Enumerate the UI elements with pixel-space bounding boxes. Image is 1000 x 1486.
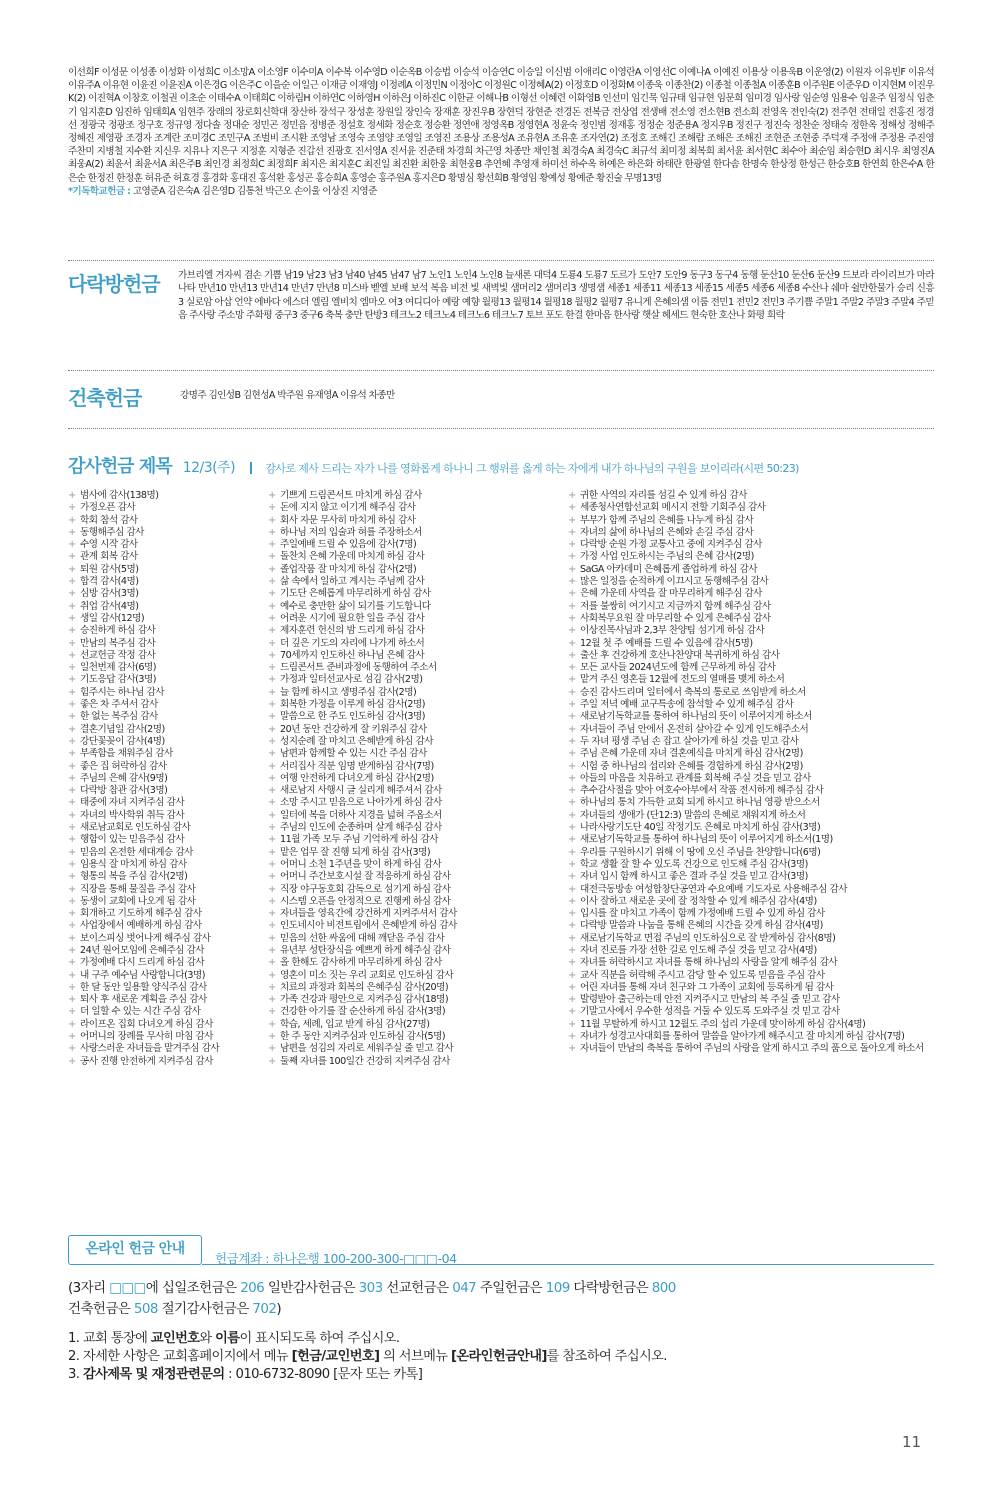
thanks-item: + 성지순례 잘 마치고 은혜받게 하심 감사 <box>268 736 568 748</box>
thanks-item: + 이사 잘하고 새로운 곳에 잘 정착할 수 있게 해주심 감사(4명) <box>568 896 938 908</box>
note-1 <box>68 1330 667 1348</box>
thanks-item: + 어머니 주간보호시설 잘 적응하게 하심 감사 <box>268 871 568 883</box>
thanks-item: + 어머니의 장례를 무사히 마침 감사 <box>68 1031 268 1043</box>
note-text: 3. <box>68 1367 83 1382</box>
thanks-item: + 어려운 시기에 필요한 일을 주심 감사 <box>268 613 568 625</box>
thanks-item: + 자녀 진로를 가장 선한 길로 인도해 주실 것을 믿고 감사(4명) <box>568 945 938 957</box>
thanks-item: + 남편과 함께할 수 있는 시간 주심 감사 <box>268 748 568 760</box>
thanks-item: + 가정과 일터선교사로 섬김 감사(2명) <box>268 674 568 686</box>
thanks-item: + 추수감사절을 맞아 여호수아부에서 작품 전시하게 해주심 감사 <box>568 785 938 797</box>
thanks-item: + 직장 야구동호회 감독으로 섬기게 하심 감사 <box>268 884 568 896</box>
thanks-item: + 12월 첫 주 예배를 드릴 수 있음에 감사(5명) <box>568 638 938 650</box>
thanks-item: + 취업 감사(4명) <box>68 601 268 613</box>
thanks-item: + 직장을 통해 물질을 주심 감사 <box>68 884 268 896</box>
code-darakbang: 800 <box>651 1280 676 1296</box>
note-text: 와 <box>199 1331 216 1346</box>
thanks-item: + 새로남기독학교를 통하여 하나님의 뜻이 이루어지게 하소서(1명) <box>568 834 938 846</box>
note-text: : 010-6732-8090 [문자 또는 카톡] <box>224 1367 423 1382</box>
thanks-item: + 어린 자녀를 통해 자녀 친구와 그 가족이 교회에 등록하게 됨 감사 <box>568 982 938 994</box>
thanks-item: + 좋은 차 주셔서 감사 <box>68 699 268 711</box>
thanks-item: + 서리집사 직분 임명 받게하심 감사(7명) <box>268 761 568 773</box>
code-building: 508 <box>133 1301 158 1317</box>
thanks-item: + 가정오픈 감사 <box>68 502 268 514</box>
divider <box>68 370 934 371</box>
codes-text: 일반감사헌금은 <box>264 1280 359 1296</box>
thanks-item: + 올 한해도 감사하게 마무리하게 하심 감사 <box>268 957 568 969</box>
thanks-item: + 24년 원어모임에 은혜주심 감사 <box>68 945 268 957</box>
thanks-item: + 주님 은혜 가운데 자녀 결혼예식을 마치게 하심 감사(2명) <box>568 748 938 760</box>
thanks-item: + 강단꽃꽂이 감사(4명) <box>68 736 268 748</box>
account-underline <box>202 1264 934 1265</box>
thanks-item: + 내 구주 예수님 사랑합니다(3명) <box>68 970 268 982</box>
thanks-item: + 주님의 은혜 감사(9명) <box>68 773 268 785</box>
thanks-item: + 기쁘게 드림콘서트 마치게 하심 감사 <box>268 490 568 502</box>
note-bold: 감사제목 및 재정관련문의 <box>82 1367 225 1382</box>
thanks-item: + 부부가 함께 주님의 은혜를 나누게 하심 감사 <box>568 515 938 527</box>
thanks-title: 감사헌금 제목 <box>68 456 172 477</box>
thanks-item: + 영혼이 미소 짓는 우리 교회로 인도하심 감사 <box>268 970 568 982</box>
thanks-item: + 결혼기념일 감사(2명) <box>68 724 268 736</box>
codes-text: 절기감사헌금은 <box>157 1301 253 1317</box>
codes-text: (3자리 <box>68 1280 110 1296</box>
thanks-item: + 가족 건강과 평안으로 지켜주심 감사(18명) <box>268 994 568 1006</box>
thanks-item: + 새로남지 사행시 글 실리게 해주셔서 감사 <box>268 785 568 797</box>
thanks-item: + 기도단 은혜롭게 마무리하게 하심 감사 <box>268 588 568 600</box>
thanks-item: + 주일예배 드릴 수 있음에 감사(7명) <box>268 539 568 551</box>
thanks-item: + 사랑스러운 자녀들을 맡겨주심 감사 <box>68 1043 268 1055</box>
thanks-item: + 만남의 복주심 감사 <box>68 638 268 650</box>
thanks-item: + 자녀를 허락하시고 자녀를 통해 하나님의 사랑을 알게 해주심 감사 <box>568 957 938 969</box>
thanks-item: + 늘 함께 하시고 생명주심 감사(2명) <box>268 687 568 699</box>
tithe-donor-names: 이선희F 이성문 이성종 이성화 이성희C 이소망A 이소영F 이수미A 이수복 이수영D 이순옥B 이승법 이승석 이승연C 이승일 이신범 이애리C 이영란A 이영선C 이예나A 이예진 이용상 이용욱B 이운영(2) 이원자 이유빈F 이유석 이유주A 이유현 이윤진 이윤진A 이은경G 이은주C 이을순 이일근 이재금 이재영J 이정례A 이정민N 이정아C 이정원C 이정혜A(2) 이정호D 이정화M 이종욱 이종찬(2) 이종철 이종철A 이종훈B 이주원E 이준우D 이지현M 이진우K(2) 이진혁A 이창호 이철권 이초순 이태수A 이태희C 이하림H 이하연C 이하영H 이하은J 이하진C 이한균 이해나B 이형선 이혜련 이화영B 인선미 임긴묵 임규태 임규현 임문희 임미경 임사랑 임순영 임용수 임윤주 임정식 임춘기 임지훈D 임진하 임태희A 임현주 장래의 장로회신학대 장산하 장석구 장성훈 장원일 장인숙 장재훈 장진우B 장현덕 장현준 전경돈 전복금 전상엽 전생배 전소영 전소현B 전소희 전영옥 전인숙(2) 전주현 전태일 전홍진 정경선 정광국 정광조 정구호 정규영 정다솔 정대순 정민곤 정민음 정병준 정설호 정세화 정순호 정승환 정연애 정영옥B 정영현A 정윤숙 정인범 정재홍 정정순 정준용A 정지우B 정진구 정진숙 정찬순 정태숙 정한옥 정해성 정해주 정혜진 제영광 조경자 조계란 조미경C 조민구A 조벌비 조시환 조영남 조영숙 조영양 조영일 조영진 조용상 조용성A 조유현A 조유훈 조자연(2) 조정호 조해긴 조해람 조해은 조해진 조현준 조현중 주덕재 주정애 주정용 주진영 주찬미 지병철 지수환 지신우 지유나 지은구 지정훈 지형준 진갑선 진광호 진서영A 진서윤 진준태 차경희 차근영 차종만 채인철 최경숙A 최경숙C 최규석 최미정 최복희 최서윤 최서현C 최수아 최순임 최승현D 최시우 최영진A 최웅A(2) 최윤서 최윤서A 최은주B 최인경 최정희C 최정희F 최지은 최지훈C 최진일 최진환 최한웅 최현웅B 추연혜 추영재 하미선 하수옥 하예은 하은화 하태란 한광열 한다솜 한명숙 한상정 한성근 한승호B 한연희 한은수A 한은순 한정진 한정훈 허유준 허효경 홍경화 홍대진 홍석환 홍성곤 홍승희A 홍영순 홍주원A 홍지은D 황명심 황선희B 황영임 황예성 황예준 황진술 무명13명 <box>68 67 934 184</box>
thanks-item: + 기말고사에서 우수한 성적을 거둘 수 있도록 도와주실 것 믿고 감사 <box>568 1006 938 1018</box>
thanks-item: + 학습, 세례, 입교 받게 하심 감사(27명) <box>268 1019 568 1031</box>
note-text: 이 표시되도록 하여 주십시오. <box>239 1331 400 1346</box>
online-offering-title: 온라인 헌금 안내 <box>68 1235 202 1265</box>
thanks-item: + 소망 주시고 믿음으로 나아가게 하심 감사 <box>268 797 568 809</box>
thanks-item: + 공사 진행 안전하게 지켜주심 감사 <box>68 1056 268 1068</box>
thanks-item: + 더 깊은 기도의 자리에 나가게 하소서 <box>268 638 568 650</box>
thanks-item: + 둘째 자녀를 100일간 건강히 지켜주심 감사 <box>268 1056 568 1068</box>
thanks-column-2 <box>268 490 568 1068</box>
codes-text: 선교헌금은 <box>382 1280 453 1296</box>
thanks-item: + 다락방 말씀과 나눔을 통해 은혜의 시간을 갖게 하심 감사(4명) <box>568 920 938 932</box>
thanks-column-1 <box>68 490 268 1068</box>
thanks-item: + 다락방 순원 가정 교통사고 중에 지켜주심 감사 <box>568 539 938 551</box>
thanks-item: + 저를 불쌍히 여기시고 지금까지 함께 해주심 감사 <box>568 601 938 613</box>
codes-text: ) <box>276 1301 281 1317</box>
thanks-item: + 사업장에서 예배하게 하심 감사 <box>68 920 268 932</box>
codes-text: 건축헌금은 <box>68 1301 134 1317</box>
page-number: 11 <box>902 1433 922 1451</box>
offering-codes <box>68 1278 938 1320</box>
code-thanks: 303 <box>358 1280 383 1296</box>
thanks-item: + 대전극동방송 여성합창단공연과 수요예배 기도자로 사용해주심 감사 <box>568 884 938 896</box>
note-text: 1. 교회 통장에 <box>68 1331 151 1346</box>
thanks-item: + 여행 안전하게 다녀오게 하심 감사(2명) <box>268 773 568 785</box>
thanks-item: + 입시를 잘 마치고 가족이 함께 가정예배 드릴 수 있게 하심 감사 <box>568 908 938 920</box>
thanks-item: + 행함이 있는 믿음주심 감사 <box>68 834 268 846</box>
thanks-item: + 한 없는 복주심 감사 <box>68 711 268 723</box>
thanks-item: + 더 일할 수 있는 시간 주심 감사 <box>68 1006 268 1018</box>
thanks-item: + 인도네시아 비전트립에서 은혜받게 하심 감사 <box>268 920 568 932</box>
thanks-item: + 새로남기독학교 면접 주님의 인도하심으로 잘 받게하심 감사(8명) <box>568 933 938 945</box>
thanks-item: + 회개하고 기도하게 해주심 감사 <box>68 908 268 920</box>
thanks-item: + 자녀가 성경고사대회를 통하여 말씀을 알아가게 해주시고 잘 마치게 하심 감사(7명) <box>568 1031 938 1043</box>
account-info: 헌금계좌 : 하나은행 100-200-300-□□□-04 <box>215 1251 457 1266</box>
thanks-item: + 시험 중 하나님의 섭리와 은혜를 경험하게 하심 감사(2명) <box>568 761 938 773</box>
code-tithe: 206 <box>240 1280 265 1296</box>
thanks-item: + 가정 사업 인도하시는 주님의 은혜 감사(2명) <box>568 551 938 563</box>
building-names: 강명주 김인성B 김현성A 박주원 유재영A 이유석 차종만 <box>180 390 395 401</box>
code-mission: 047 <box>452 1280 477 1296</box>
thanks-item: + 부족함을 채워주심 감사 <box>68 748 268 760</box>
thanks-item: + 유년부 성탄장식을 예쁘게 하게 해주심 감사 <box>268 945 568 957</box>
thanks-item: + 자녀의 삶에 하나님의 은혜와 손길 주심 감사 <box>568 527 938 539</box>
code-season: 702 <box>252 1301 277 1317</box>
note-text: 를 참조하여 주십시오. <box>546 1349 667 1364</box>
note-text: 의 서브메뉴 <box>379 1349 451 1364</box>
thanks-item: + 교사 직분을 허락해 주시고 감당 할 수 있도록 믿음을 주심 감사 <box>568 970 938 982</box>
thanks-item: + 귀한 사역의 자리를 섬길 수 있게 하심 감사 <box>568 490 938 502</box>
thanks-item: + 한 주 동안 지켜주심과 인도하심 감사(5명) <box>268 1031 568 1043</box>
thanks-item: + SaGA 아카데미 은혜롭게 졸업하게 하심 감사 <box>568 564 938 576</box>
thanks-item: + 어머니 소천 1주년을 맞이 하게 하심 감사 <box>268 859 568 871</box>
thanks-item: + 치료의 과정과 회복의 은혜주심 감사(20명) <box>268 982 568 994</box>
thanks-item: + 자녀들을 영육간에 강건하게 지켜주셔서 감사 <box>268 908 568 920</box>
thanks-item: + 힘주시는 하나님 감사 <box>68 687 268 699</box>
thanks-item: + 형통의 복을 주심 감사(2명) <box>68 871 268 883</box>
thanks-item: + 발령받아 출근하는데 안전 지켜주시고 만남의 복 주실 줄 믿고 감사 <box>568 994 938 1006</box>
note-text: 2. 자세한 사항은 교회홈페이지에서 메뉴 <box>68 1349 292 1364</box>
thanks-item: + 맡은 업무 잘 진행 되게 하심 감사(3명) <box>268 847 568 859</box>
thanks-item: + 생일 감사(12명) <box>68 613 268 625</box>
thanks-item: + 주일 저녁 예배 교구특송에 참석할 수 있게 해주심 감사 <box>568 699 938 711</box>
thanks-item: + 승진 감사드리며 일터에서 축복의 통로로 쓰임받게 하소서 <box>568 687 938 699</box>
note-bold: [온라인헌금안내] <box>450 1349 547 1364</box>
thanks-item: + 자녀들이 만남의 축복을 통하여 주님의 사랑을 알게 하시고 주의 품으로 돌아오게 하소서 <box>568 1043 938 1055</box>
thanks-item: + 믿음의 온전한 세대계승 감사 <box>68 847 268 859</box>
thanks-item: + 가정예배 다시 드리게 하심 감사 <box>68 957 268 969</box>
offering-names <box>68 66 934 198</box>
christian-school-donors: 고영준A 김은숙A 김은영D 김통천 박근오 손이울 이상진 지영준 <box>130 185 377 197</box>
thanks-item: + 70세까지 인도하신 하나님 은혜 감사 <box>268 650 568 662</box>
thanks-item: + 믿음의 선한 싸움에 대해 깨닫음 주심 감사 <box>268 933 568 945</box>
thanks-item: + 보이스피싱 벗어나게 해주심 감사 <box>68 933 268 945</box>
thanks-item: + 돌찬치 은혜 가운데 마치게 하심 감사 <box>268 551 568 563</box>
thanks-date: 12/3(주) <box>182 460 236 476</box>
thanks-item: + 주님의 인도에 순종하며 살게 해주심 감사 <box>268 822 568 834</box>
thanks-item: + 태중에 자녀 지켜주심 감사 <box>68 797 268 809</box>
thanks-item: + 은혜 가운데 사역을 잘 마무리하게 해주심 감사 <box>568 588 938 600</box>
thanks-item: + 말씀으로 한 주도 인도하심 감사(3명) <box>268 711 568 723</box>
christian-school-label: *기독학교헌금 : <box>68 185 131 197</box>
thanks-item: + 심방 감사(3명) <box>68 588 268 600</box>
thanks-item: + 일터에 복을 더하사 지경을 넓혀 주옵소서 <box>268 810 568 822</box>
thanks-item: + 기도응답 감사(3명) <box>68 674 268 686</box>
thanks-item: + 맡겨 주신 영혼들 12월에 전도의 열매를 맺게 하소서 <box>568 674 938 686</box>
thanks-item: + 동생이 교회에 나오게 됨 감사 <box>68 896 268 908</box>
thanks-column-3 <box>568 490 938 1056</box>
thanks-item: + 일천번제 감사(6명) <box>68 662 268 674</box>
thanks-item: + 관계 회복 감사 <box>68 551 268 563</box>
codes-text: 에 십일조헌금은 <box>145 1280 241 1296</box>
thanks-item: + 20년 동안 건강하게 잘 키워주심 감사 <box>268 724 568 736</box>
online-notes <box>68 1330 667 1384</box>
divider <box>68 428 934 429</box>
thanks-item: + 삶 속에서 일하고 계시는 주님께 감사 <box>268 576 568 588</box>
thanks-item: + 하나님 저의 입술과 혀를 주장하소서 <box>268 527 568 539</box>
thanks-item: + 회사 자문 무사히 마치게 하심 감사 <box>268 515 568 527</box>
code-sunday: 109 <box>545 1280 570 1296</box>
thanks-item: + 나라사랑기도단 40일 작정기도 은혜로 마치게 하심 감사(3명) <box>568 822 938 834</box>
thanks-item: + 학교 생활 잘 할 수 있도록 건강으로 인도해 주심 감사(3명) <box>568 859 938 871</box>
thanks-item: + 세종청사연합선교회 메시지 전할 기회주심 감사 <box>568 502 938 514</box>
thanks-item: + 이상진목사님과 2,3부 찬양팀 섬기게 하심 감사 <box>568 625 938 637</box>
title-bar <box>250 462 252 474</box>
thanks-item: + 자녀들의 생애가 (단12:3) 말씀의 은혜로 채워지게 하소서 <box>568 810 938 822</box>
thanks-item: + 남편을 섬김의 자리로 세워주실 줄 믿고 감사 <box>268 1043 568 1055</box>
thanks-item: + 선교헌금 작정 감사 <box>68 650 268 662</box>
note-2 <box>68 1348 667 1366</box>
note-bold: [헌금/교인번호] <box>291 1349 380 1364</box>
thanks-item: + 아들의 마음을 치유하고 관계를 회복해 주실 것을 믿고 감사 <box>568 773 938 785</box>
note-bold: 교인번호 <box>150 1331 200 1346</box>
thanks-item: + 졸업작품 잘 마치게 하심 감사(2명) <box>268 564 568 576</box>
thanks-item: + 우리를 구원하시기 위해 이 땅에 오신 주님을 찬양합니다(6명) <box>568 847 938 859</box>
thanks-item: + 돈에 지지 않고 이기게 해주심 감사 <box>268 502 568 514</box>
thanks-item: + 승진하게 하심 감사 <box>68 625 268 637</box>
thanks-item: + 동행해주심 감사 <box>68 527 268 539</box>
thanks-item: + 임용식 잘 마치게 하심 감사 <box>68 859 268 871</box>
note-3 <box>68 1366 667 1384</box>
darakbang-names: 가브리엘 겨자씨 겸손 기쁨 남19 남23 남3 남40 남45 남47 남7 노인1 노인4 노인8 늘새론 대덕4 도룡4 도룡7 도르가 도안7 도안9 동구3 동구4 동행 둔산10 둔산6 둔산9 드보라 라이리브가 마라나타 만년10 만년13 만년14 만년7 만년8 미스바 벧엘 보배 보석 복음 비전 빛 새벽빛 샘머리2 샘머리3 생명샘 세종1 세종11 세종13 세종15 세종5 세종6 세종8 수산나 쉐마 쉴만한물가 승리 신흥3 실로암 아삽 언약 에바다 에스더 엘림 엘비치 엠마오 여3 여디디아 예랑 예향 월평13 월평14 월평18 월평2 월평7 유니게 은혜의샘 이룸 전민1 전민2 전민3 주기쁨 주말1 주말2 주말3 주말4 주믿음 주사랑 주소망 주화평 중구3 중구6 축복 충만 탄방3 테크노2 테크노4 테크노6 테크노7 토브 포도 한결 한마음 한사랑 햇살 헤세드 현숙한 호산나 화평 희락 <box>178 270 934 322</box>
thanks-item: + 한 달 동안 일용할 양식주심 감사 <box>68 982 268 994</box>
thanks-item: + 자녀의 박사학위 취득 감사 <box>68 810 268 822</box>
thanks-item: + 두 자녀 평생 주님 손 잡고 살아가게 하실 것을 믿고 감사 <box>568 736 938 748</box>
thanks-item: + 자녀 입시 함께 하시고 좋은 결과 주실 것을 믿고 감사(3명) <box>568 871 938 883</box>
thanks-item: + 11월 가족 모두 주님 기억하게 하심 감사 <box>268 834 568 846</box>
code-boxes: □□□ <box>109 1280 146 1296</box>
thanks-item: + 범사에 감사(138명) <box>68 490 268 502</box>
thanks-item: + 건강한 아기를 잘 순산하게 하심 감사(3명) <box>268 1006 568 1018</box>
thanks-item: + 합격 감사(4명) <box>68 576 268 588</box>
divider <box>68 260 934 261</box>
thanks-item: + 11월 무탈하게 하시고 12월도 주의 섭리 가운데 맞이하게 하심 감사(4명) <box>568 1019 938 1031</box>
thanks-item: + 학회 참석 감사 <box>68 515 268 527</box>
thanks-item: + 사회복무요원 잘 마무리할 수 있게 은혜주심 감사 <box>568 613 938 625</box>
note-bold: 이름 <box>215 1331 240 1346</box>
thanks-item: + 회복한 가정을 이루게 하심 감사(2명) <box>268 699 568 711</box>
thanks-item: + 퇴사 후 새로운 계획을 주심 감사 <box>68 994 268 1006</box>
thanks-item: + 드림콘서트 준비과정에 동행하여 주소서 <box>268 662 568 674</box>
thanks-item: + 출산 후 건강하게 호산나찬양대 복귀하게 하심 감사 <box>568 650 938 662</box>
thanks-item: + 많은 일정을 순적하게 이끄시고 동행해주심 감사 <box>568 576 938 588</box>
thanks-item: + 하나님의 통치 가득한 교회 되게 하시고 하나님 영광 받으소서 <box>568 797 938 809</box>
thanks-item: + 예수로 충만한 삶이 되기를 기도합니다 <box>268 601 568 613</box>
thanks-item: + 자녀들이 주님 안에서 온전히 살아갈 수 있게 인도해주소서 <box>568 724 938 736</box>
codes-text: 주일헌금은 <box>476 1280 546 1296</box>
thanks-header <box>68 452 934 478</box>
building-title: 건축헌금 <box>68 386 142 410</box>
thanks-item: + 새로남교회로 인도하심 감사 <box>68 822 268 834</box>
thanks-item: + 수영 시작 감사 <box>68 539 268 551</box>
thanks-item: + 제자훈련 헌신의 밤 드리게 하심 감사 <box>268 625 568 637</box>
thanks-item: + 좋은 집 허락하심 감사 <box>68 761 268 773</box>
thanks-verse: 감사로 제사 드리는 자가 나를 영화롭게 하나니 그 행위를 옳게 하는 자에게 내가 하나님의 구원을 보이리라(시편 50:23) <box>265 462 799 475</box>
darakbang-title: 다락방헌금 <box>68 272 160 296</box>
thanks-item: + 시스템 오픈을 안정적으로 진행케 하심 감사 <box>268 896 568 908</box>
codes-text: 다락방헌금은 <box>569 1280 652 1296</box>
thanks-item: + 퇴원 감사(5명) <box>68 564 268 576</box>
thanks-item: + 모든 교사들 2024년도에 함께 근무하게 하심 감사 <box>568 662 938 674</box>
thanks-item: + 라이프온 집회 다녀오게 하심 감사 <box>68 1019 268 1031</box>
thanks-item: + 새로남기독학교를 통하여 하나님의 뜻이 이루어지게 하소서 <box>568 711 938 723</box>
thanks-item: + 다락방 참관 감사(3명) <box>68 785 268 797</box>
